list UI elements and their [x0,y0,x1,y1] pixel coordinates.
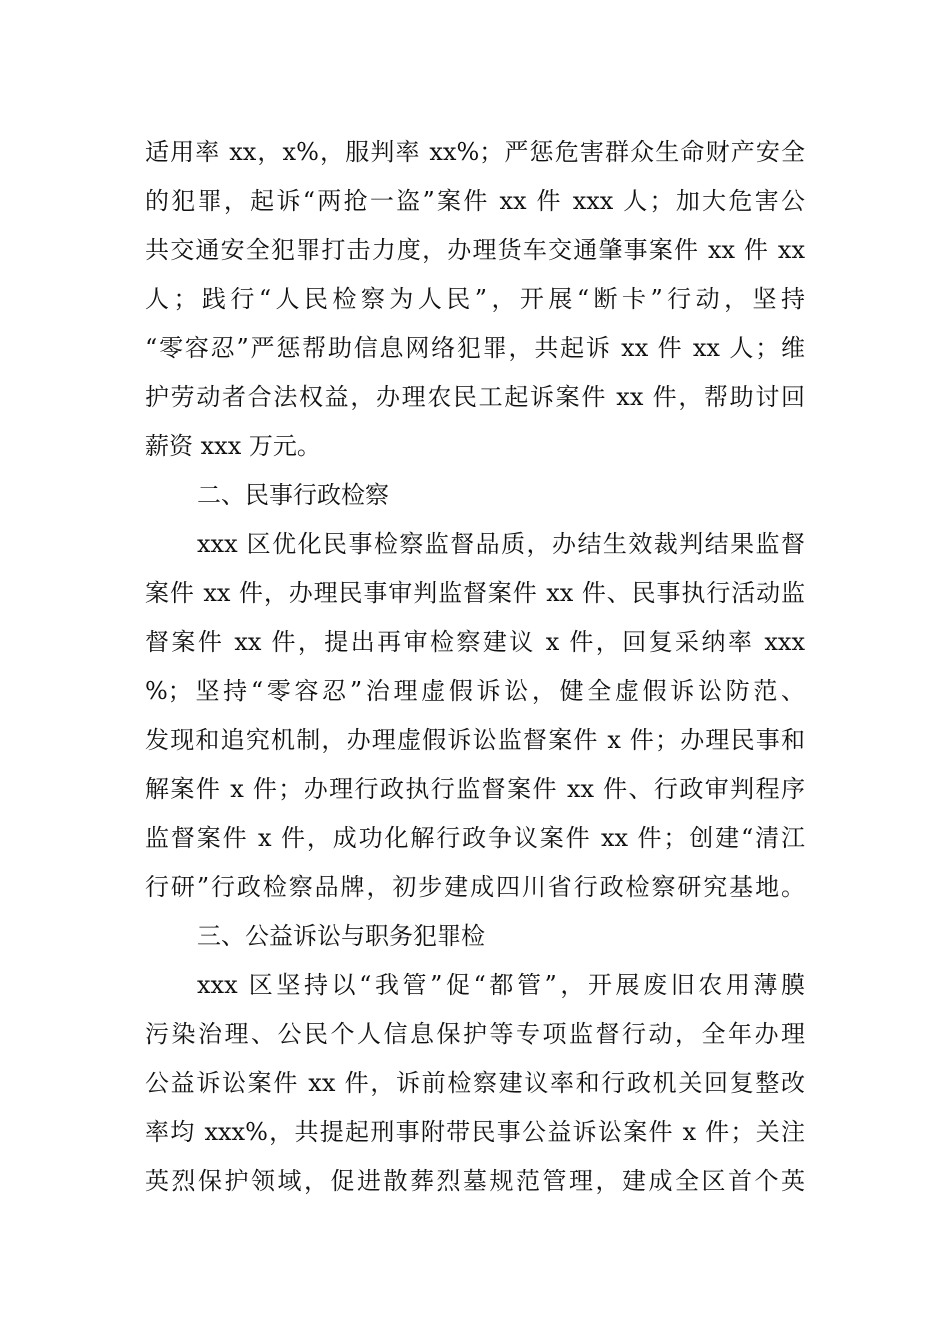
text-line: 解案件 x 件；办理行政执行监督案件 xx 件、行政审判程序 [145,775,805,803]
text-line: xxx 区优化民事检察监督品质，办结生效裁判结果监督 [197,530,805,558]
text-line: 共交通安全犯罪打击力度，办理货车交通肇事案件 xx 件 xx [145,236,805,264]
text-line: 英烈保护领域，促进散葬烈墓规范管理，建成全区首个英 [145,1167,805,1195]
text-line: 适用率 xx，x%，服判率 xx%；严惩危害群众生命财产安全 [145,138,805,166]
text-line: 率均 xxx%，共提起刑事附带民事公益诉讼案件 x 件；关注 [145,1118,805,1146]
text-line: %；坚持“零容忍”治理虚假诉讼，健全虚假诉讼防范、 [145,677,805,705]
text-line: 发现和追究机制，办理虚假诉讼监督案件 x 件；办理民事和 [145,726,805,754]
text-line: 行研”行政检察品牌，初步建成四川省行政检察研究基地。 [145,873,805,901]
section-heading-civil-administrative: 二、民事行政检察 [197,481,389,509]
text-line: “零容忍”严惩帮助信息网络犯罪，共起诉 xx 件 xx 人；维 [145,334,805,362]
paragraph-civil-administrative [145,520,805,912]
paragraph-criminal-prosecution [145,128,805,471]
text-line: 护劳动者合法权益，办理农民工起诉案件 xx 件，帮助讨回 [145,383,805,411]
paragraph-public-interest [145,961,805,1206]
text-line: 薪资 xxx 万元。 [145,432,321,460]
text-line: xxx 区坚持以“我管”促“都管”，开展废旧农用薄膜 [197,971,805,999]
document-page [145,128,805,1206]
text-line: 公益诉讼案件 xx 件，诉前检察建议率和行政机关回复整改 [145,1069,805,1097]
text-line: 的犯罪，起诉“两抢一盗”案件 xx 件 xxx 人；加大危害公 [145,187,805,215]
text-line: 督案件 xx 件，提出再审检察建议 x 件，回复采纳率 xxx [145,628,805,656]
section-heading-public-interest: 三、公益诉讼与职务犯罪检 [197,922,485,950]
text-line: 人；践行“人民检察为人民”，开展“断卡”行动，坚持 [145,285,805,313]
text-line: 污染治理、公民个人信息保护等专项监督行动，全年办理 [145,1020,805,1048]
text-line: 案件 xx 件，办理民事审判监督案件 xx 件、民事执行活动监 [145,579,805,607]
text-line: 监督案件 x 件，成功化解行政争议案件 xx 件；创建“清江 [145,824,805,852]
